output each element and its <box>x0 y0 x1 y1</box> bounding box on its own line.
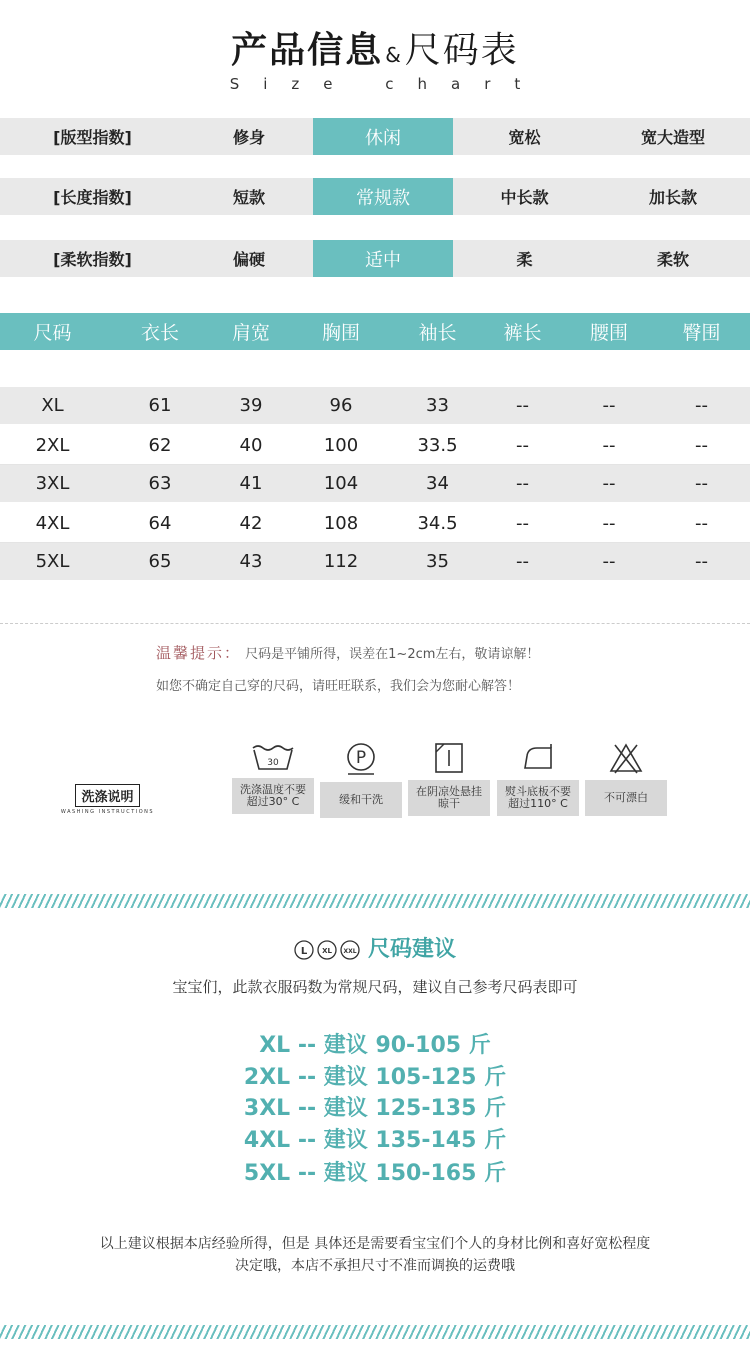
table-row <box>0 387 750 426</box>
index-option-selected: 常规款 <box>313 178 453 215</box>
index-label: [版型指数] <box>53 128 132 147</box>
dry-clean-p-icon <box>338 742 384 776</box>
column-header: 裤长 <box>503 322 542 344</box>
table-cell: 2XL <box>35 434 70 456</box>
index-option: 修身 <box>232 128 265 147</box>
index-option-selected: 休闲 <box>313 118 453 155</box>
table-cell: 104 <box>323 473 359 494</box>
index-row-length <box>0 178 750 215</box>
title-amp: & <box>385 43 403 67</box>
table-cell: -- <box>516 551 529 572</box>
advice-title-text: 尺码建议 <box>367 937 456 962</box>
table-cell: 3XL <box>35 473 70 494</box>
table-cell: -- <box>602 551 616 572</box>
table-cell: 43 <box>239 551 263 572</box>
table-cell: -- <box>695 395 708 416</box>
size-badges-icon <box>294 939 360 961</box>
table-cell: 5XL <box>35 551 70 572</box>
tips-line-1 <box>156 642 716 663</box>
table-cell: -- <box>516 473 529 494</box>
tips-block <box>156 642 716 694</box>
page-subtitle: Size chart <box>229 75 545 93</box>
tips-label: 温馨提示： <box>156 644 242 662</box>
wash-item <box>585 742 667 816</box>
wash-item <box>497 742 579 816</box>
table-cell: 40 <box>239 434 263 456</box>
table-cell: -- <box>695 551 708 572</box>
table-cell: 34 <box>426 473 449 494</box>
table-cell: 63 <box>148 473 172 494</box>
table-cell: -- <box>516 512 529 534</box>
stripe-divider <box>0 1325 750 1339</box>
index-option: 加长款 <box>648 188 697 207</box>
table-cell: -- <box>602 395 616 416</box>
table-row <box>0 465 750 504</box>
table-row <box>0 426 750 465</box>
wash-temp-text: 30 <box>267 758 279 768</box>
iron-icon <box>515 742 561 774</box>
recommendation-line: 4XL -- 建议 135-145 斤 <box>243 1128 507 1153</box>
table-cell: 100 <box>323 434 359 456</box>
table-cell: 108 <box>323 512 359 534</box>
recommendation-line: XL -- 建议 90-105 斤 <box>259 1033 491 1058</box>
size-table <box>0 387 750 582</box>
wash-label: 在阴凉处悬挂晾干 <box>408 780 490 816</box>
page-header <box>0 22 750 93</box>
badge-letter: XXL <box>343 948 357 955</box>
wash-label: 不可漂白 <box>585 780 667 816</box>
stripe-divider <box>0 894 750 908</box>
column-header: 臀围 <box>682 322 721 344</box>
washing-title-en: WASHING INSTRUCTIONS <box>60 809 155 815</box>
badge-letter: L <box>300 946 308 957</box>
table-cell: 33.5 <box>417 434 458 456</box>
advice-subtitle: 宝宝们，此款衣服码数为常规尺码，建议自己参考尺码表即可 <box>172 978 578 996</box>
wash-item <box>232 742 314 814</box>
table-cell: -- <box>602 434 616 456</box>
index-option: 偏硬 <box>232 250 265 269</box>
table-cell: -- <box>695 512 708 534</box>
table-cell: 35 <box>426 551 449 572</box>
column-header: 肩宽 <box>231 322 270 344</box>
table-cell: -- <box>602 473 616 494</box>
tips-line-2: 如您不确定自己穿的尺码，请旺旺联系，我们会为您耐心解答！ <box>156 679 521 694</box>
column-header: 胸围 <box>321 322 360 344</box>
table-cell: 62 <box>148 434 172 456</box>
table-cell: 61 <box>148 395 172 416</box>
table-row <box>0 504 750 543</box>
footer-line-1: 以上建议根据本店经验所得，但是 具体还是需要看宝宝们个人的身材比例和喜好宽松程度 <box>99 1236 651 1252</box>
recommendation-line: 5XL -- 建议 150-165 斤 <box>243 1161 507 1186</box>
table-cell: XL <box>41 395 64 416</box>
badge-letter: XL <box>322 947 332 955</box>
page-title <box>0 22 750 73</box>
divider <box>0 623 750 624</box>
table-cell: 34.5 <box>417 512 458 534</box>
index-option: 宽松 <box>508 128 541 147</box>
table-cell: 112 <box>323 551 359 572</box>
table-cell: -- <box>602 512 616 534</box>
wash-item <box>320 742 402 818</box>
hang-dry-shade-icon <box>426 742 472 774</box>
wash-30-icon <box>250 742 296 772</box>
index-row-fit <box>0 118 750 155</box>
index-row-softness <box>0 240 750 277</box>
washing-title-cn: 洗涤说明 <box>75 784 139 807</box>
column-header: 衣长 <box>140 322 179 344</box>
recommendation-line: 3XL -- 建议 125-135 斤 <box>243 1096 507 1121</box>
column-header: 腰围 <box>589 322 628 344</box>
column-header: 袖长 <box>418 322 457 344</box>
wash-label: 洗涤温度不要超过30° C <box>232 778 314 814</box>
table-cell: 4XL <box>35 512 70 534</box>
advice-title <box>0 932 750 963</box>
tips-text-1: 尺码是平铺所得，误差在1~2cm左右，敬请谅解！ <box>245 647 540 662</box>
table-cell: 41 <box>239 473 263 494</box>
table-row <box>0 543 750 582</box>
footer-line-2: 决定哦，本店不承担尺寸不准而调换的运费哦 <box>235 1258 515 1274</box>
table-cell: -- <box>695 473 708 494</box>
table-cell: 96 <box>329 395 353 416</box>
index-option: 宽大造型 <box>640 128 705 147</box>
index-option: 短款 <box>232 188 265 207</box>
index-label: [柔软指数] <box>53 250 132 269</box>
dry-clean-letter: P <box>355 748 367 768</box>
table-cell: 42 <box>239 512 263 534</box>
index-option: 柔 <box>516 250 533 269</box>
wash-label: 熨斗底板不要超过110° C <box>497 780 579 816</box>
table-cell: -- <box>516 434 529 456</box>
table-cell: -- <box>516 395 529 416</box>
no-bleach-icon <box>603 742 649 774</box>
table-cell: -- <box>695 434 708 456</box>
wash-label: 缓和干洗 <box>320 782 402 818</box>
table-cell: 39 <box>239 395 263 416</box>
footer-note <box>0 1233 750 1277</box>
table-cell: 65 <box>148 551 172 572</box>
index-option-selected: 适中 <box>313 240 453 277</box>
index-label: [长度指数] <box>53 188 132 207</box>
title-light: 尺码表 <box>404 30 519 71</box>
index-option: 中长款 <box>500 188 549 207</box>
washing-title <box>50 784 165 815</box>
column-header: 尺码 <box>33 322 72 344</box>
table-cell: 64 <box>148 512 172 534</box>
size-table-header <box>0 313 750 350</box>
index-option: 柔软 <box>656 250 689 269</box>
table-cell: 33 <box>426 395 449 416</box>
title-bold: 产品信息 <box>231 30 384 71</box>
wash-item <box>408 742 490 816</box>
recommendation-line: 2XL -- 建议 105-125 斤 <box>243 1065 507 1090</box>
